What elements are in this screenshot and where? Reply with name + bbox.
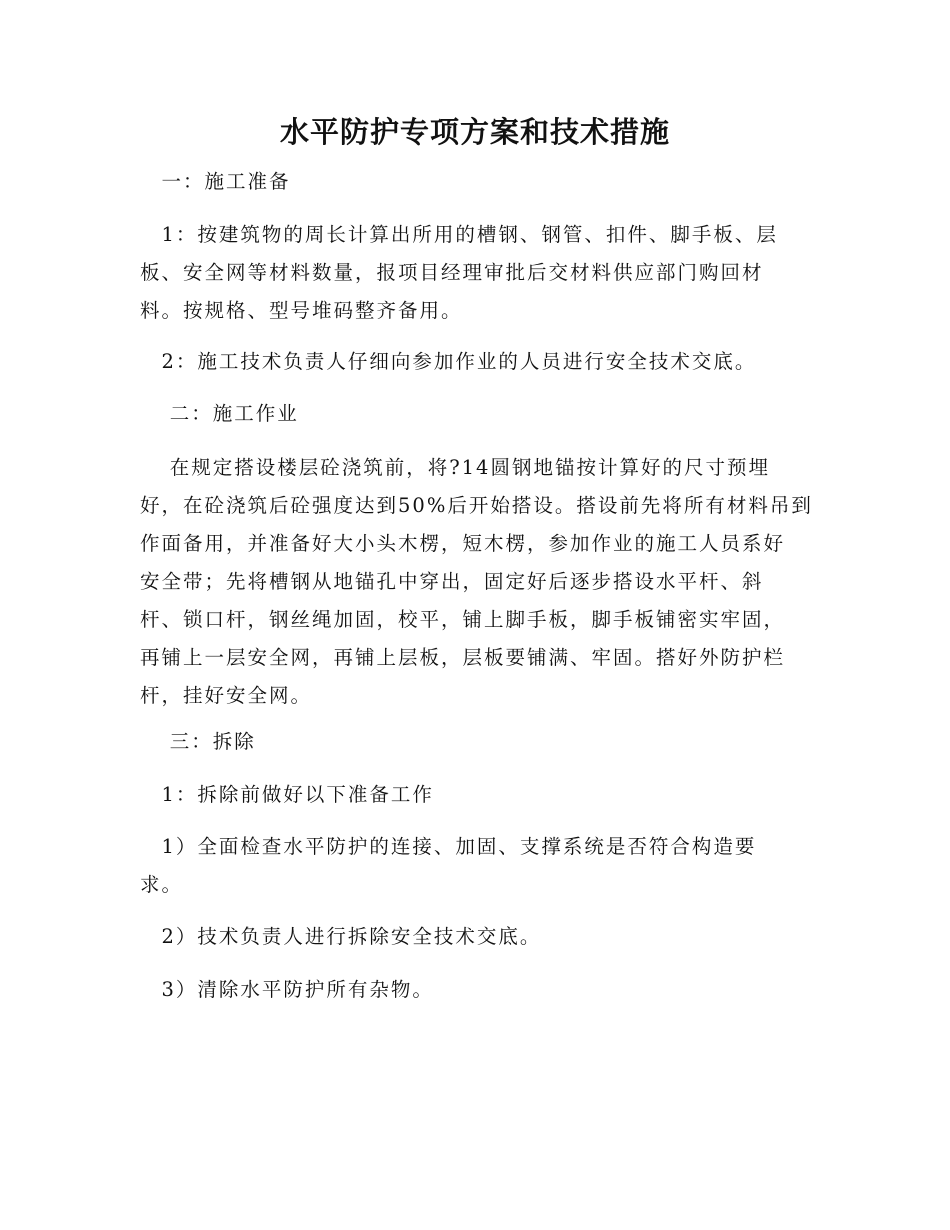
text-line: 再铺上一层安全网，再铺上层板，层板要铺满、牢固。搭好外防护栏: [140, 646, 786, 669]
text-line: 1：拆除前做好以下准备工作: [140, 783, 434, 806]
text-line: 1）全面检查水平防护的连接、加固、支撑系统是否符合构造要: [140, 835, 757, 858]
document-title: 水平防护专项方案和技术措施: [279, 115, 670, 149]
list-item-inspection: [140, 828, 810, 904]
paragraph-dismantling-preparation: [140, 776, 810, 814]
text-line: 一：施工准备: [140, 170, 291, 193]
text-line: 求。: [140, 873, 184, 896]
text-line: 板、安全网等材料数量，报项目经理审批后交材料供应部门购回材: [140, 261, 764, 284]
text-line: 在规定搭设楼层砼浇筑前，将?14圆钢地锚按计算好的尺寸预埋: [140, 456, 770, 479]
text-line: 2：施工技术负责人仔细向参加作业的人员进行安全技术交底。: [140, 350, 757, 373]
paragraph-material-calculation: [140, 216, 810, 330]
paragraph-construction-steps: [140, 449, 813, 715]
text-line: 1：按建筑物的周长计算出所用的槽钢、钢管、扣件、脚手板、层: [140, 223, 778, 246]
paragraph-safety-briefing: [140, 343, 810, 381]
section-heading-preparation: [140, 163, 810, 201]
text-line: 三：拆除: [140, 730, 256, 753]
text-line: 安全带；先将槽钢从地锚孔中穿出，固定好后逐步搭设水平杆、斜: [140, 570, 764, 593]
section-heading-dismantling: [140, 723, 810, 761]
list-item-technical-briefing: [140, 918, 810, 956]
section-heading-construction: [140, 395, 810, 433]
text-line: 作面备用，并准备好大小头木楞，短木楞，参加作业的施工人员系好: [140, 532, 786, 555]
text-line: 好，在砼浇筑后砼强度达到50%后开始搭设。搭设前先将所有材料吊到: [140, 494, 813, 517]
list-item-clear-debris: [140, 971, 810, 1009]
text-line: 杆，挂好安全网。: [140, 684, 313, 707]
text-line: 2）技术负责人进行拆除安全技术交底。: [140, 925, 542, 948]
text-line: 二：施工作业: [140, 402, 299, 425]
text-line: 杆、锁口杆，钢丝绳加固，校平，铺上脚手板，脚手板铺密实牢固，: [140, 608, 786, 631]
text-line: 料。按规格、型号堆码整齐备用。: [140, 299, 463, 322]
text-line: 3）清除水平防护所有杂物。: [140, 978, 434, 1001]
